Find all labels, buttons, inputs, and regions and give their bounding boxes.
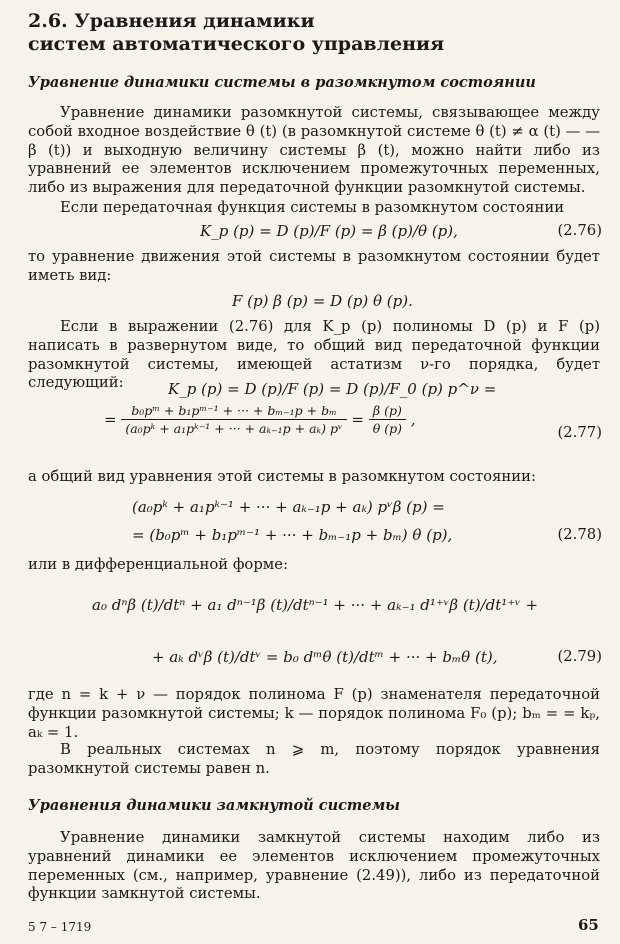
fraction-denominator: (a₀pᵏ + a₁pᵏ⁻¹ + ··· + aₖ₋₁p + aₖ) pᵛ <box>125 421 343 436</box>
section-heading <box>28 10 444 56</box>
equation-2-78-line2: = (b₀pᵐ + b₁pᵐ⁻¹ + ··· + bₘ₋₁p + bₘ) θ (p), <box>132 526 453 544</box>
equation-fb: F (p) β (p) = D (p) θ (p). <box>232 292 413 310</box>
equation-2-77-fraction <box>121 403 346 436</box>
page-number: 65 <box>578 916 599 934</box>
paragraph-3: то уравнение движения этой системы в разомкнутом состоянии будет иметь вид: <box>28 248 600 284</box>
paragraph-8: В реальных системах n ⩾ m, поэтому порядок уравнения разомкнутой системы равен n. <box>28 741 600 777</box>
equation-2-77-ratio <box>369 403 406 436</box>
section-title-line1: Уравнения динамики <box>74 10 315 32</box>
equation-2-76: K_p (p) = D (p)/F (p) = β (p)/θ (p), <box>200 222 458 240</box>
subheading-closed-loop: Уравнения динамики замкнутой системы <box>28 797 401 814</box>
equation-number-2-77: (2.77) <box>557 424 602 441</box>
signature-mark: 5 7 – 1719 <box>28 920 92 934</box>
paragraph-2: Если передаточная функция системы в разомкнутом состоянии <box>60 199 565 216</box>
paragraph-6: или в дифференциальной форме: <box>28 556 289 573</box>
paragraph-5: а общий вид уравнения этой системы в разомкнутом состоянии: <box>28 468 536 485</box>
equation-2-77-line2: = $\frac{\text{b₀pᵐ + b₁pᵐ⁻¹ + ··· + bₘ₋₁p + bₘ}}{\text{(a₀pᵏ + a₁pᵏ⁻¹ + ··· + aₖ₋₁p + aₖ) pᵛ}}$ = $\frac{\beta (p)}{\theta (p)}$ , <box>104 403 416 436</box>
section-number: 2.6. <box>28 10 68 32</box>
equation-number-2-78: (2.78) <box>557 526 602 543</box>
equation-2-78-line1: (a₀pᵏ + a₁pᵏ⁻¹ + ··· + aₖ₋₁p + aₖ) pᵛβ (p) = <box>132 498 445 516</box>
paragraph-4: Если в выражении (2.76) для K_p (p) полиномы D (p) и F (p) написать в развернутом виде, то общий вид передаточной функции разомкнутой системы, имеющей астатизм ν-го порядка, будет следующий: <box>28 318 600 392</box>
subheading-open-loop: Уравнение динамики системы в разомкнутом состоянии <box>28 74 536 91</box>
equation-2-79-line1: a₀ dⁿβ (t)/dtⁿ + a₁ dⁿ⁻¹β (t)/dtⁿ⁻¹ + ··· + aₖ₋₁ d¹⁺ᵛβ (t)/dt¹⁺ᵛ + <box>92 596 539 614</box>
equation-2-77-line1: K_p (p) = D (p)/F (p) = D (p)/F_0 (p) p^ν = <box>168 380 497 398</box>
fraction-numerator: b₀pᵐ + b₁pᵐ⁻¹ + ··· + bₘ₋₁p + bₘ <box>121 403 346 420</box>
equation-number-2-79: (2.79) <box>557 648 602 665</box>
section-title-line2: систем автоматического управления <box>28 33 445 55</box>
equation-2-79-line2: + aₖ dᵛβ (t)/dtᵛ = b₀ dᵐθ (t)/dtᵐ + ··· + bₘθ (t), <box>152 648 498 666</box>
ratio-numerator: β (p) <box>369 403 406 420</box>
equation-number-2-76: (2.76) <box>557 222 602 239</box>
paragraph-9: Уравнение динамики замкнутой системы находим либо из уравнений динамики ее элементов исключением промежуточных переменных (см., например, уравнение (2.49)), либо из передаточной функции замкнутой системы. <box>28 829 600 903</box>
ratio-denominator: θ (p) <box>372 421 403 436</box>
paragraph-7: где n = k + ν — порядок полинома F (p) знаменателя передаточной функции разомкнутой системы; k — порядок полинома F₀ (p); bₘ = = kₚ, aₖ = 1. <box>28 686 600 741</box>
paragraph-1: Уравнение динамики разомкнутой системы, связывающее между собой входное воздействие θ (t) (в разомкнутой системе θ (t) ≠ α (t) — — β (t)) и выходную величину системы β (t), можно найти либо из уравнений ее элементов исключением промежуточных переменных, либо из выражения для передаточной функции разомкнутой системы. <box>28 104 600 197</box>
